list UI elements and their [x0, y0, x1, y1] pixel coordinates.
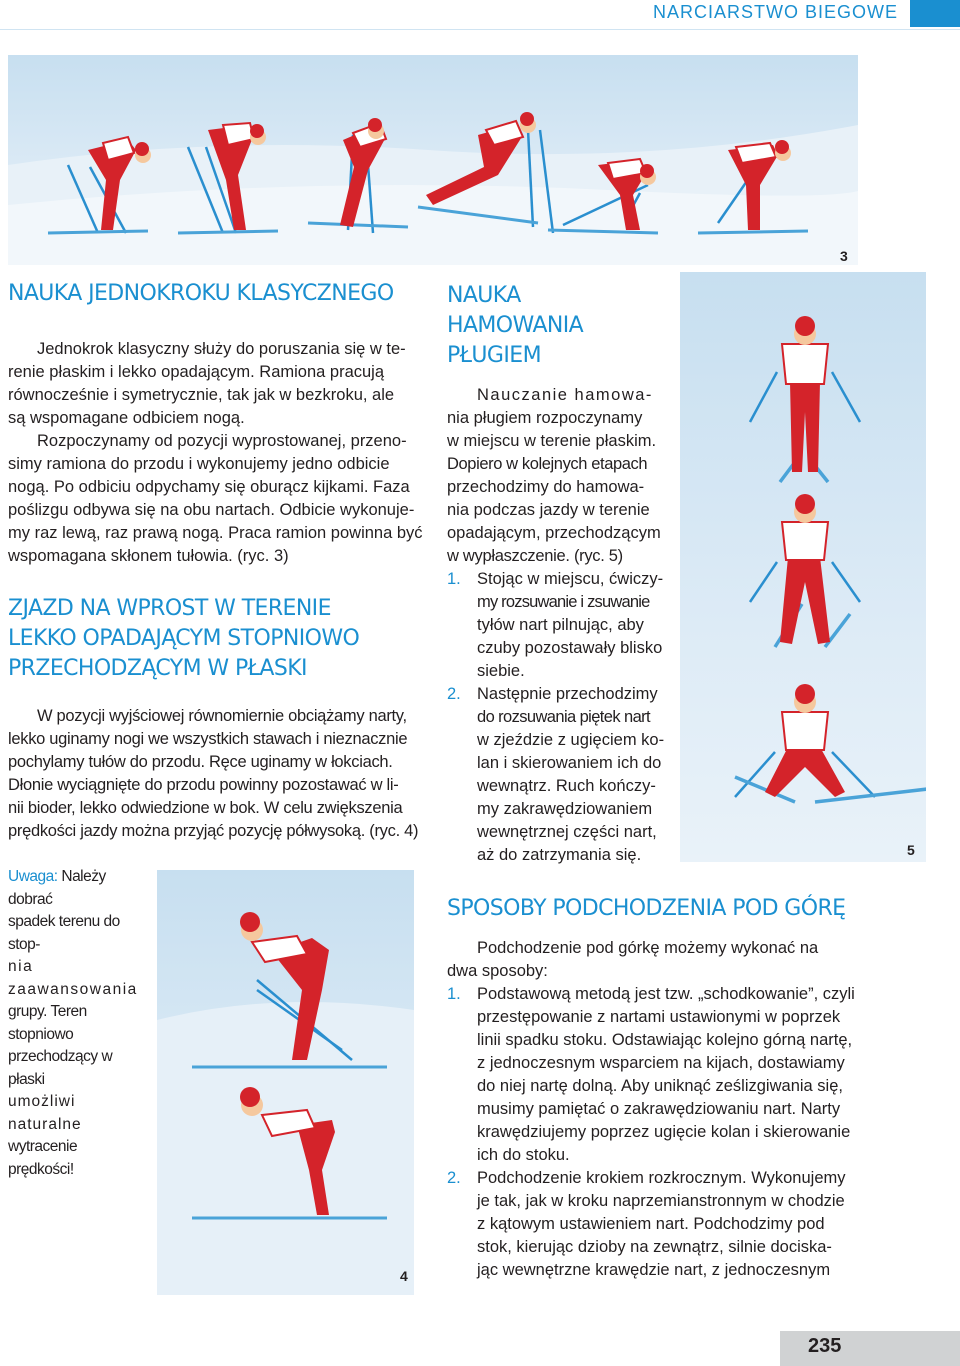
list-line: krawędziujemy poprzez ugięcie kolan i skierowanie — [477, 1123, 851, 1141]
list-line: z kątowym ustawieniem nart. Podchodzimy pod — [477, 1215, 825, 1233]
text-line: nogą. Po odbiciu odpychamy się oburącz kijkami. Faza — [8, 478, 410, 496]
one-step-sequence-graphic — [8, 55, 858, 265]
list-line: my rozsuwanie i zsuwanie — [477, 593, 650, 611]
title-line: PRZECHODZĄCYM W PŁASKI — [8, 656, 307, 681]
text-line: opadającym, przechodzącym — [447, 524, 661, 542]
list-item — [447, 1167, 867, 1282]
list-line: wewnątrz. Ruch kończy- — [477, 777, 656, 795]
list-line: czuby pozostawały blisko — [477, 639, 663, 657]
text-line: prędkości jazdy można przyjąć pozycję półwysoką. (ryc. 4) — [8, 822, 419, 840]
text-line: w wypłaszczenie. (ryc. 5) — [447, 547, 623, 565]
text-line: Rozpoczynamy od pozycji wyprostowanej, przeno- — [37, 432, 407, 450]
text-line: przechodzimy do hamowa- — [447, 478, 645, 496]
list-line: stok, kierując dzioby na zewnątrz, silnie dociska- — [477, 1238, 832, 1256]
text-line: Nauczanie hamowa- — [477, 386, 653, 404]
list-line: lan i skierowaniem ich do — [477, 754, 662, 772]
figure-4-number: 4 — [400, 1268, 408, 1284]
figure-3-number: 3 — [840, 248, 848, 264]
title-line: PŁUGIEM — [447, 343, 541, 368]
list-number: 1. — [447, 985, 461, 1003]
uphill-methods-list — [447, 983, 867, 1282]
list-line: Podstawową metodą jest tzw. „schodkowanie”, czyli — [477, 985, 855, 1003]
list-line: je tak, jak w kroku naprzemianstronnym w chodzie — [477, 1192, 845, 1210]
figure-5-number: 5 — [907, 842, 915, 858]
title-line: ZJAZD NA WPROST W TERENIE — [8, 596, 331, 621]
text-line: są wspomagane odbiciem nogą. — [8, 409, 245, 427]
note-box — [8, 866, 146, 1181]
title-line: HAMOWANIA — [447, 313, 584, 338]
header-title: NARCIARSTWO BIEGOWE — [652, 2, 898, 22]
list-item — [447, 683, 677, 867]
list-item — [447, 983, 867, 1167]
figure-3-illustration — [8, 55, 858, 265]
note-line: umożliwi naturalne — [8, 1093, 82, 1133]
title-line: LEKKO OPADAJĄCYM STOPNIOWO — [8, 626, 360, 651]
list-line: wewnętrznej części nart, — [477, 823, 657, 841]
list-line: my zakrawędziowaniem — [477, 800, 653, 818]
text-line: Jednokrok klasyczny służy do poruszania się w te- — [37, 340, 406, 358]
text-line: Dopiero w kolejnych etapach — [447, 455, 648, 473]
list-line: przestępowanie z nartami ustawionymi w poprzek — [477, 1008, 841, 1026]
list-line: jąc wewnętrzne krawędzie nart, z jednoczesnym — [477, 1261, 831, 1279]
note-line: nia zaawansowania — [8, 958, 138, 998]
note-line: przechodzący w płaski — [8, 1048, 113, 1088]
text-line: Podchodzenie pod górkę możemy wykonać na — [477, 939, 819, 957]
text-line: renie płaskim i lekko opadającym. Ramiona pracują — [8, 363, 385, 381]
list-line: linii spadku stoku. Odstawiając kolejno górną nartę, — [477, 1031, 853, 1049]
snowplow-positions-graphic — [680, 272, 926, 862]
text-line: dwa sposoby: — [447, 962, 548, 980]
list-line: w zjeździe z ugięciem ko- — [477, 731, 665, 749]
list-line: do niej nartę dolną. Aby uniknąć ześlizgiwania się, — [477, 1077, 843, 1095]
list-number: 2. — [447, 685, 461, 703]
list-line: ich do stoku. — [477, 1146, 570, 1164]
note-line: spadek terenu do stop- — [8, 913, 120, 953]
note-line: wytracenie prędkości! — [8, 1138, 78, 1178]
text-line: Dłonie wyciągnięte do przodu powinny pozostawać w li- — [8, 776, 399, 794]
text-line: W pozycji wyjściowej równomiernie obciążamy narty, — [37, 707, 407, 725]
text-line: nia podczas jazdy w terenie — [447, 501, 650, 519]
note-line: Należy dobrać — [8, 868, 106, 908]
page-number: 235 — [808, 1335, 842, 1357]
text-line: równocześnie i symetrycznie, tak jak w bezkroku, ale — [8, 386, 395, 404]
list-line: z jednoczesnym wsparciem na kijach, dostawiamy — [477, 1054, 845, 1072]
list-line: Stojąc w miejscu, ćwiczy- — [477, 570, 664, 588]
text-line: simy ramiona do przodu i wykonujemy jedno odbicie — [8, 455, 390, 473]
note-label: Uwaga: — [8, 868, 58, 885]
text-line: lekko uginamy nogi we wszystkich stawach i nieznacznie — [8, 730, 408, 748]
descent-positions-graphic — [157, 870, 414, 1295]
text-line: wspomagana skłonem tułowia. (ryc. 3) — [8, 547, 289, 565]
list-line: Podchodzenie krokiem rozkrocznym. Wykonujemy — [477, 1169, 846, 1187]
list-line: aż do zatrzymania się. — [477, 846, 642, 864]
title-line: NAUKA — [447, 283, 521, 308]
list-line: Następnie przechodzimy — [477, 685, 658, 703]
snowplow-steps-list — [447, 568, 677, 867]
text-line: w miejscu w terenie płaskim. — [447, 432, 657, 450]
list-line: siebie. — [477, 662, 525, 680]
list-number: 1. — [447, 570, 461, 588]
section-title-one-step: NAUKA JEDNOKROKU KLASYCZNEGO — [8, 281, 394, 306]
text-line: pochylamy tułów do przodu. Ręce uginamy w łokciach. — [8, 753, 393, 771]
header-color-tab — [910, 0, 960, 27]
page-number-box — [780, 1331, 960, 1366]
text-line: nia pługiem rozpoczynamy — [447, 409, 643, 427]
list-number: 2. — [447, 1169, 461, 1187]
list-item — [447, 568, 677, 683]
text-line: nii bioder, lekko odwiedzione w bok. W celu zwiększenia — [8, 799, 403, 817]
note-line: grupy. Teren stopniowo — [8, 1003, 87, 1043]
section-title-uphill: SPOSOBY PODCHODZENIA POD GÓRĘ — [447, 896, 846, 921]
list-line: musimy pamiętać o zakrawędziowaniu nart. Narty — [477, 1100, 841, 1118]
text-line: my raz lewą, raz prawą nogą. Praca ramion powinna być — [8, 524, 423, 542]
list-line: tyłów nart pilnując, aby — [477, 616, 644, 634]
list-line: do rozsuwania piętek nart — [477, 708, 651, 726]
figure-5-illustration — [680, 272, 926, 862]
text-line: poślizgu odbywa się na obu nartach. Odbicie wykonuje- — [8, 501, 415, 519]
figure-4-illustration — [157, 870, 414, 1295]
